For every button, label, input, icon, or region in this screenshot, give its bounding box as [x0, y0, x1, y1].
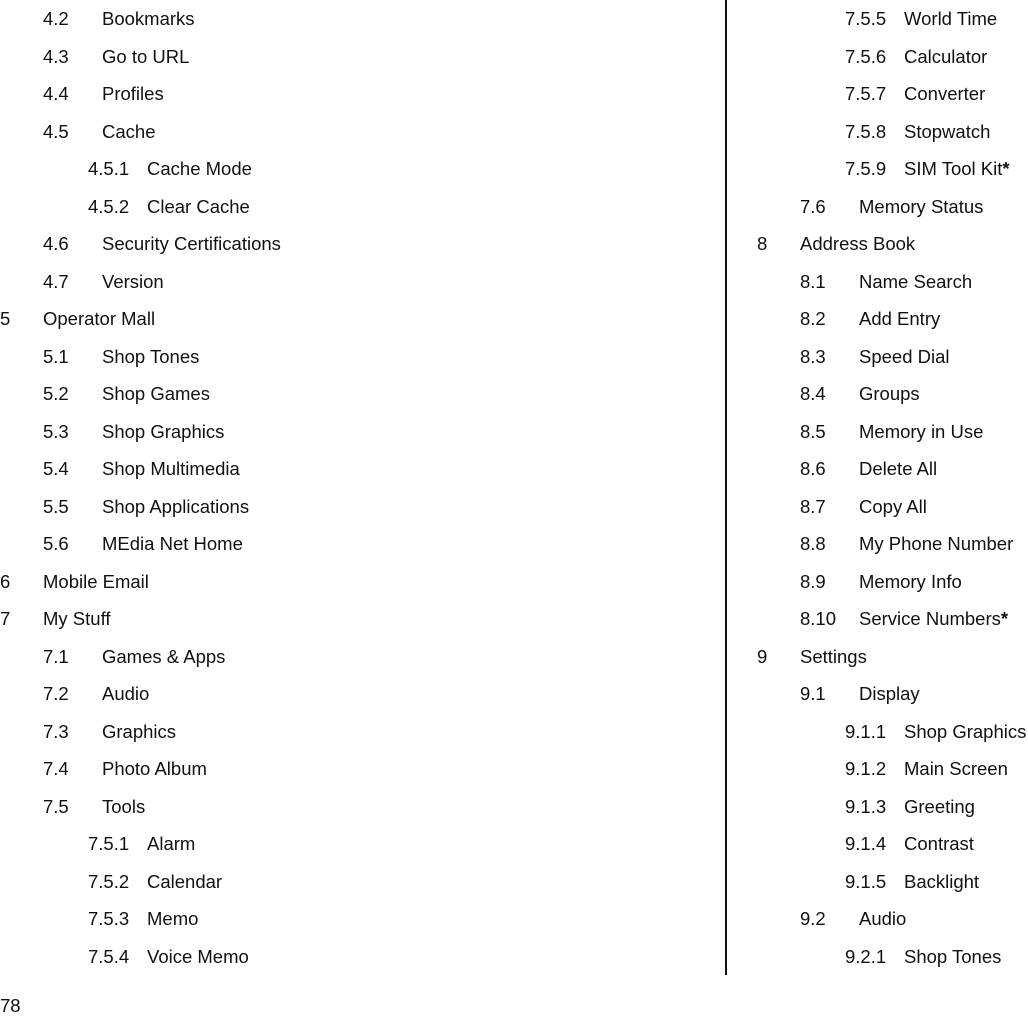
menu-entry-label-text: My Stuff: [43, 608, 111, 629]
menu-entry-number: 7.5.5: [845, 8, 887, 29]
menu-entry-label: [904, 757, 1008, 781]
menu-entry-label: [859, 907, 906, 931]
menu-entry-label: [147, 907, 198, 931]
menu-entry-label: [904, 720, 1026, 744]
menu-entry-number: 4.2: [43, 8, 69, 29]
menu-entry-label-text: Add Entry: [859, 308, 941, 329]
menu-entry-number: 8: [757, 233, 768, 254]
menu-entry-label-text: Delete All: [859, 458, 938, 479]
menu-entry-label: [859, 382, 920, 406]
menu-entry-label: [102, 82, 164, 106]
menu-entry-label-text: My Phone Number: [859, 533, 1014, 554]
menu-entry-label-text: Audio: [859, 908, 907, 929]
menu-entry-number: 5.4: [43, 458, 69, 479]
menu-entry-label: [859, 682, 920, 706]
menu-entry-number: 7.6: [800, 195, 826, 217]
menu-entry-label-text: Shop Multimedia: [102, 458, 240, 479]
menu-entry-label-text: SIM Tool Kit: [904, 158, 1003, 179]
menu-entry-label: [859, 420, 983, 444]
menu-entry-number: 8.1: [800, 270, 826, 292]
menu-entry-number: 5.3: [43, 420, 69, 442]
menu-entry-label-text: Operator Mall: [43, 308, 156, 329]
menu-entry-label-text: Graphics: [102, 720, 177, 742]
menu-entry-label: [102, 7, 195, 31]
menu-entry-label-text: World Time: [904, 8, 998, 29]
menu-entry-label-text: Shop Applications: [102, 495, 250, 517]
menu-entry-number: 7.5.4: [88, 945, 130, 967]
menu-entry-label: [102, 682, 149, 706]
menu-entry-number: 8.5: [800, 420, 826, 442]
menu-entry-number: 7.5.2: [88, 870, 130, 892]
menu-entry-number: 9.2.1: [845, 945, 887, 967]
menu-entry-label-text: Cache: [102, 120, 156, 142]
menu-entry-label-text: Speed Dial: [859, 345, 950, 367]
menu-entry-label: [147, 945, 249, 969]
menu-entry-label-text: Memory Info: [859, 570, 962, 592]
menu-entry-label-text: Memory Status: [859, 195, 984, 217]
menu-entry-label-text: MEdia Net Home: [102, 533, 243, 554]
menu-entry-label: [800, 232, 915, 256]
menu-entry-label-text: Display: [859, 683, 920, 704]
menu-entry-number: 7.1: [43, 645, 69, 667]
menu-entry-label-text: Bookmarks: [102, 8, 195, 29]
menu-entry-number: 7.5: [43, 795, 69, 817]
menu-entry-number: 4.5.2: [88, 195, 130, 217]
footnote-asterisk: *: [1002, 158, 1010, 179]
menu-entry-label-text: Version: [102, 270, 164, 292]
menu-entry-label: [904, 7, 997, 31]
menu-entry-number: 8.3: [800, 345, 826, 367]
menu-entry-label: [43, 570, 149, 594]
menu-entry-label: [102, 420, 224, 444]
menu-entry-number: 8.2: [800, 308, 826, 329]
menu-entry-label: [102, 345, 199, 369]
menu-entry-label: [102, 457, 240, 481]
menu-entry-number: 9.1.4: [845, 833, 887, 854]
menu-entry-number: 8.7: [800, 495, 826, 517]
menu-entry-label: [859, 495, 927, 519]
menu-entry-label-text: Copy All: [859, 495, 927, 517]
menu-entry-label: [102, 495, 249, 519]
menu-entry-number: 9.1.5: [845, 870, 887, 892]
menu-entry-label: [43, 307, 155, 331]
menu-entry-number: 7.5.7: [845, 83, 887, 104]
menu-entry-label: [147, 832, 195, 856]
menu-entry-number: 9.1: [800, 683, 826, 704]
menu-entry-label-text: Backlight: [904, 870, 980, 892]
menu-entry-label: [147, 195, 250, 219]
menu-entry-label: [904, 157, 1010, 181]
menu-entry-label-text: Contrast: [904, 833, 974, 854]
menu-entry-label-text: Games & Apps: [102, 645, 226, 667]
menu-entry-label-text: Service Numbers: [859, 608, 1001, 629]
menu-entry-number: 4.4: [43, 83, 69, 104]
menu-entry-number: 8.10: [800, 608, 837, 629]
menu-entry-label-text: Voice Memo: [147, 945, 249, 967]
menu-entry-label-text: Audio: [102, 683, 150, 704]
menu-entry-label-text: Cache Mode: [147, 158, 252, 179]
menu-entry-label: [102, 757, 207, 781]
menu-entry-number: 7.5.9: [845, 158, 887, 179]
menu-entry-number: 7.5.6: [845, 45, 887, 67]
menu-entry-label: [859, 457, 937, 481]
menu-entry-label-text: Calculator: [904, 45, 988, 67]
menu-entry-label-text: Memory in Use: [859, 420, 984, 442]
menu-entry-number: 7.5.3: [88, 908, 130, 929]
menu-entry-number: 5.1: [43, 345, 69, 367]
menu-entry-label: [102, 232, 281, 256]
menu-entry-number: 9.1.2: [845, 758, 887, 779]
menu-entry-label-text: Greeting: [904, 795, 975, 817]
page-number: 78: [0, 995, 21, 1016]
menu-entry-number: 8.4: [800, 383, 826, 404]
menu-entry-number: 7.5.1: [88, 833, 130, 854]
menu-entry-number: 7.2: [43, 683, 69, 704]
menu-entry-label: [904, 832, 974, 856]
menu-entry-label-text: Security Certifications: [102, 233, 281, 254]
menu-entry-number: 7.3: [43, 720, 69, 742]
menu-entry-label-text: Address Book: [800, 233, 916, 254]
menu-entry-label-text: Tools: [102, 795, 146, 817]
menu-entry-label: [904, 82, 985, 106]
menu-entry-label: [102, 532, 243, 556]
menu-entry-label: [859, 345, 950, 369]
menu-entry-label: [904, 120, 990, 144]
menu-entry-label: [859, 532, 1013, 556]
menu-entry-label: [904, 870, 979, 894]
menu-entry-number: 9: [757, 645, 768, 667]
menu-entry-label: [859, 270, 972, 294]
menu-entry-number: 8.6: [800, 458, 826, 479]
menu-entry-label-text: Shop Tones: [102, 345, 200, 367]
menu-entry-label-text: Stopwatch: [904, 120, 991, 142]
menu-entry-number: 4.3: [43, 45, 69, 67]
menu-entry-label: [102, 382, 210, 406]
menu-entry-label-text: Shop Tones: [904, 945, 1002, 967]
menu-entry-label: [102, 120, 155, 144]
menu-entry-label: [43, 607, 111, 631]
menu-entry-number: 7: [0, 608, 11, 629]
menu-entry-label: [147, 870, 222, 894]
menu-entry-label-text: Photo Album: [102, 758, 207, 779]
menu-entry-label-text: Shop Games: [102, 383, 210, 404]
menu-entry-label: [102, 720, 176, 744]
menu-entry-label: [102, 795, 145, 819]
menu-entry-label-text: Alarm: [147, 833, 196, 854]
menu-entry-label: [102, 645, 225, 669]
menu-entry-label-text: Shop Graphics: [904, 720, 1027, 742]
menu-entry-label: [147, 157, 252, 181]
menu-entry-label-text: Profiles: [102, 83, 164, 104]
menu-entry-label-text: Settings: [800, 645, 867, 667]
menu-entry-label: [859, 570, 962, 594]
menu-entry-number: 7.4: [43, 758, 69, 779]
menu-entry-number: 7.5.8: [845, 120, 887, 142]
menu-entry-label: [859, 195, 983, 219]
menu-entry-number: 6: [0, 570, 11, 592]
menu-entry-number: 4.7: [43, 270, 69, 292]
menu-entry-label: [859, 607, 1008, 631]
menu-entry-label: [102, 270, 164, 294]
menu-entry-number: 5.2: [43, 383, 69, 404]
menu-entry-label-text: Clear Cache: [147, 195, 250, 217]
column-divider: [725, 0, 727, 975]
menu-entry-label: [904, 45, 987, 69]
menu-entry-label: [904, 795, 975, 819]
menu-entry-label-text: Converter: [904, 83, 986, 104]
menu-entry-label: [800, 645, 867, 669]
menu-entry-label-text: Shop Graphics: [102, 420, 225, 442]
menu-entry-label-text: Memo: [147, 908, 199, 929]
footnote-asterisk: *: [1000, 608, 1009, 629]
menu-entry-number: 4.6: [43, 233, 69, 254]
menu-entry-label-text: Name Search: [859, 270, 973, 292]
menu-entry-number: 9.2: [800, 908, 826, 929]
menu-entry-label-text: Go to URL: [102, 45, 190, 67]
menu-entry-number: 5.5: [43, 495, 69, 517]
menu-entry-label-text: Groups: [859, 383, 920, 404]
menu-entry-label-text: Main Screen: [904, 758, 1008, 779]
menu-entry-number: 8.9: [800, 570, 826, 592]
menu-entry-label: [904, 945, 1001, 969]
menu-entry-number: 5.6: [43, 533, 69, 554]
menu-entry-label-text: Calendar: [147, 870, 223, 892]
menu-entry-label: [859, 307, 940, 331]
menu-entry-number: 4.5: [43, 120, 69, 142]
menu-entry-label-text: Mobile Email: [43, 570, 149, 592]
menu-entry-number: 8.8: [800, 533, 826, 554]
menu-entry-number: 9.1.1: [845, 720, 887, 742]
menu-entry-number: 4.5.1: [88, 158, 130, 179]
menu-entry-label: [102, 45, 189, 69]
menu-entry-number: 5: [0, 308, 11, 329]
menu-entry-number: 9.1.3: [845, 795, 887, 817]
